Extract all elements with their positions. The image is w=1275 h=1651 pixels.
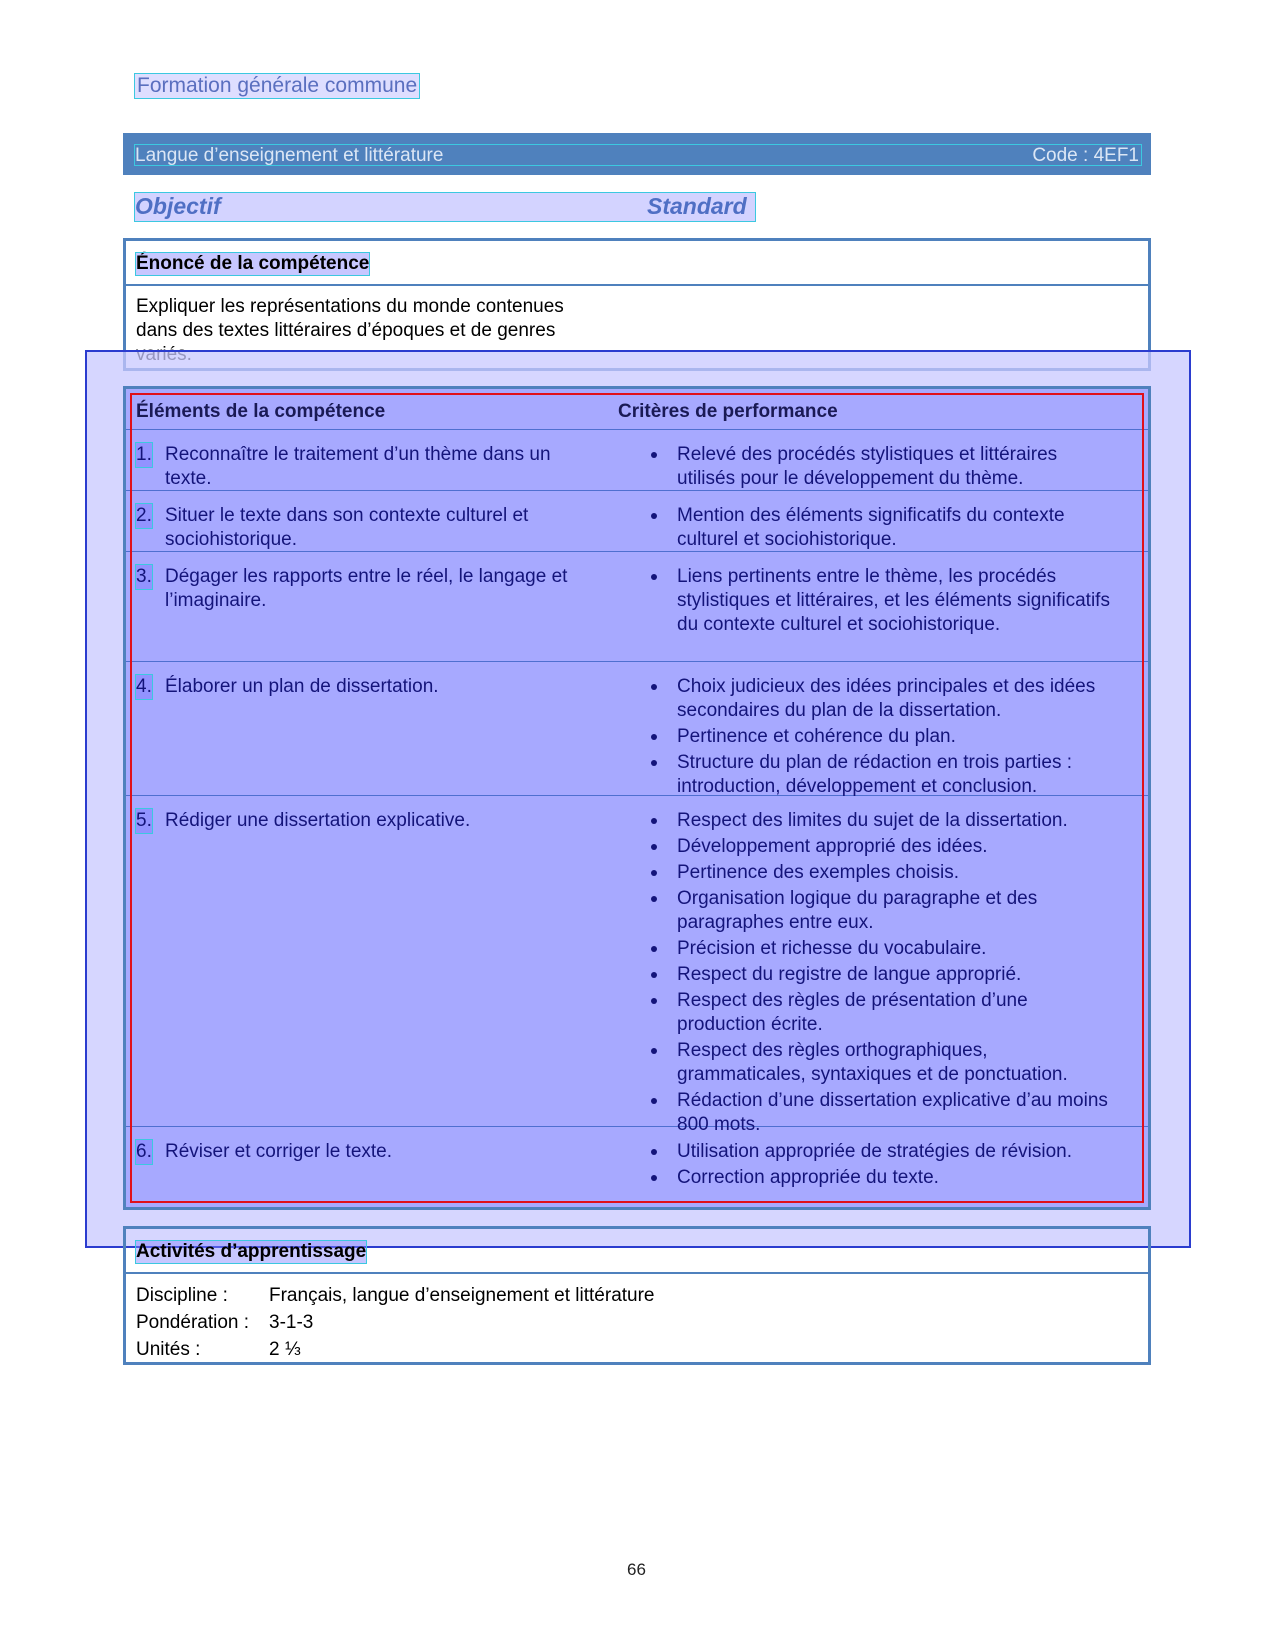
table-row (126, 1126, 1148, 1213)
table-row (126, 429, 1148, 491)
units-line (136, 1338, 301, 1362)
units-label: Unités : (136, 1339, 201, 1360)
learning-activities-box (123, 1226, 1151, 1365)
criterion-item: Organisation logique du paragraphe et des paragraphes entre eux. (648, 887, 1118, 935)
performance-criteria-list (648, 443, 1118, 493)
competency-element (136, 809, 600, 833)
criterion-item: Liens pertinents entre le thème, les procédés stylistiques et littéraires, et les éléments significatifs du contexte culturel et sociohistorique. (648, 565, 1118, 637)
criterion-item: Relevé des procédés stylistiques et littéraires utilisés pour le développement du thème. (648, 443, 1118, 491)
criterion-item: Structure du plan de rédaction en trois parties : introduction, développement et conclusion. (648, 751, 1118, 799)
objective-label: Objectif (135, 193, 221, 219)
activities-title: Activités d’apprentissage (136, 1241, 367, 1262)
element-number: 1. (136, 444, 152, 465)
statement-header (126, 241, 1148, 286)
weighting-value: 3-1-3 (269, 1312, 314, 1333)
criterion-item: Précision et richesse du vocabulaire. (648, 937, 1118, 961)
statement-title: Énoncé de la compétence (136, 253, 370, 274)
document-heading: Formation générale commune (137, 74, 418, 97)
activities-header (126, 1229, 1148, 1274)
element-number: 2. (136, 505, 152, 526)
criterion-item: Mention des éléments significatifs du contexte culturel et sociohistorique. (648, 504, 1118, 552)
competency-element (136, 1140, 600, 1164)
table-header-row (126, 389, 1148, 430)
criterion-item: Développement approprié des idées. (648, 835, 1118, 859)
subject-band-content (135, 145, 1141, 165)
competency-element (136, 443, 600, 491)
element-number: 3. (136, 566, 152, 587)
performance-criteria-list (648, 675, 1118, 801)
subject-band (123, 133, 1151, 175)
criterion-item: Pertinence et cohérence du plan. (648, 725, 1118, 749)
course-code: Code : 4EF1 (1032, 145, 1139, 166)
criterion-item: Respect du registre de langue approprié. (648, 963, 1118, 987)
element-number: 5. (136, 810, 152, 831)
table-row (126, 661, 1148, 796)
element-text: Réviser et corriger le texte. (165, 1141, 393, 1162)
criterion-item: Correction appropriée du texte. (648, 1166, 1118, 1190)
performance-criteria-list (648, 565, 1118, 639)
elements-criteria-table (123, 386, 1151, 1210)
element-number: 6. (136, 1141, 152, 1162)
criterion-item: Respect des limites du sujet de la dissertation. (648, 809, 1118, 833)
element-text: Élaborer un plan de dissertation. (165, 676, 439, 697)
discipline-line (136, 1284, 655, 1308)
header-elements: Éléments de la compétence (136, 401, 386, 422)
page-number: 66 (627, 1560, 646, 1579)
competency-element (136, 675, 600, 699)
criterion-item: Respect des règles orthographiques, grammaticales, syntaxiques et de ponctuation. (648, 1039, 1118, 1087)
performance-criteria-list (648, 809, 1118, 1139)
statement-text: Expliquer les représentations du monde contenues dans des textes littéraires d’époques et de genres (136, 296, 564, 341)
table-row (126, 490, 1148, 552)
competency-element (136, 565, 600, 613)
performance-criteria-list (648, 504, 1118, 554)
table-row (126, 551, 1148, 662)
units-value: 2 ⅓ (269, 1339, 301, 1360)
element-text: Situer le texte dans son contexte culturel et sociohistorique. (165, 505, 529, 550)
criterion-item: Respect des règles de présentation d’une production écrite. (648, 989, 1118, 1037)
element-text: Dégager les rapports entre le réel, le langage et l’imaginaire. (165, 566, 568, 611)
weighting-label: Pondération : (136, 1312, 250, 1333)
discipline-value: Français, langue d’enseignement et littérature (269, 1285, 655, 1306)
criterion-item: Choix judicieux des idées principales et des idées secondaires du plan de la dissertation. (648, 675, 1118, 723)
element-number: 4. (136, 676, 152, 697)
header-criteria: Critères de performance (618, 401, 838, 422)
discipline-label: Discipline : (136, 1285, 228, 1306)
criterion-item: Pertinence des exemples choisis. (648, 861, 1118, 885)
criterion-item: Utilisation appropriée de stratégies de révision. (648, 1140, 1118, 1164)
competency-element (136, 504, 600, 552)
element-text: Reconnaître le traitement d’un thème dans un texte. (165, 444, 551, 489)
objective-standard-labels (135, 193, 755, 221)
subject-title: Langue d’enseignement et littérature (135, 145, 444, 166)
criterion-item: Rédaction d’une dissertation explicative d’au moins 800 mots. (648, 1089, 1118, 1137)
element-text: Rédiger une dissertation explicative. (165, 810, 471, 831)
standard-label: Standard (647, 193, 747, 219)
performance-criteria-list (648, 1140, 1118, 1192)
weighting-line (136, 1311, 313, 1335)
table-row (126, 795, 1148, 1135)
